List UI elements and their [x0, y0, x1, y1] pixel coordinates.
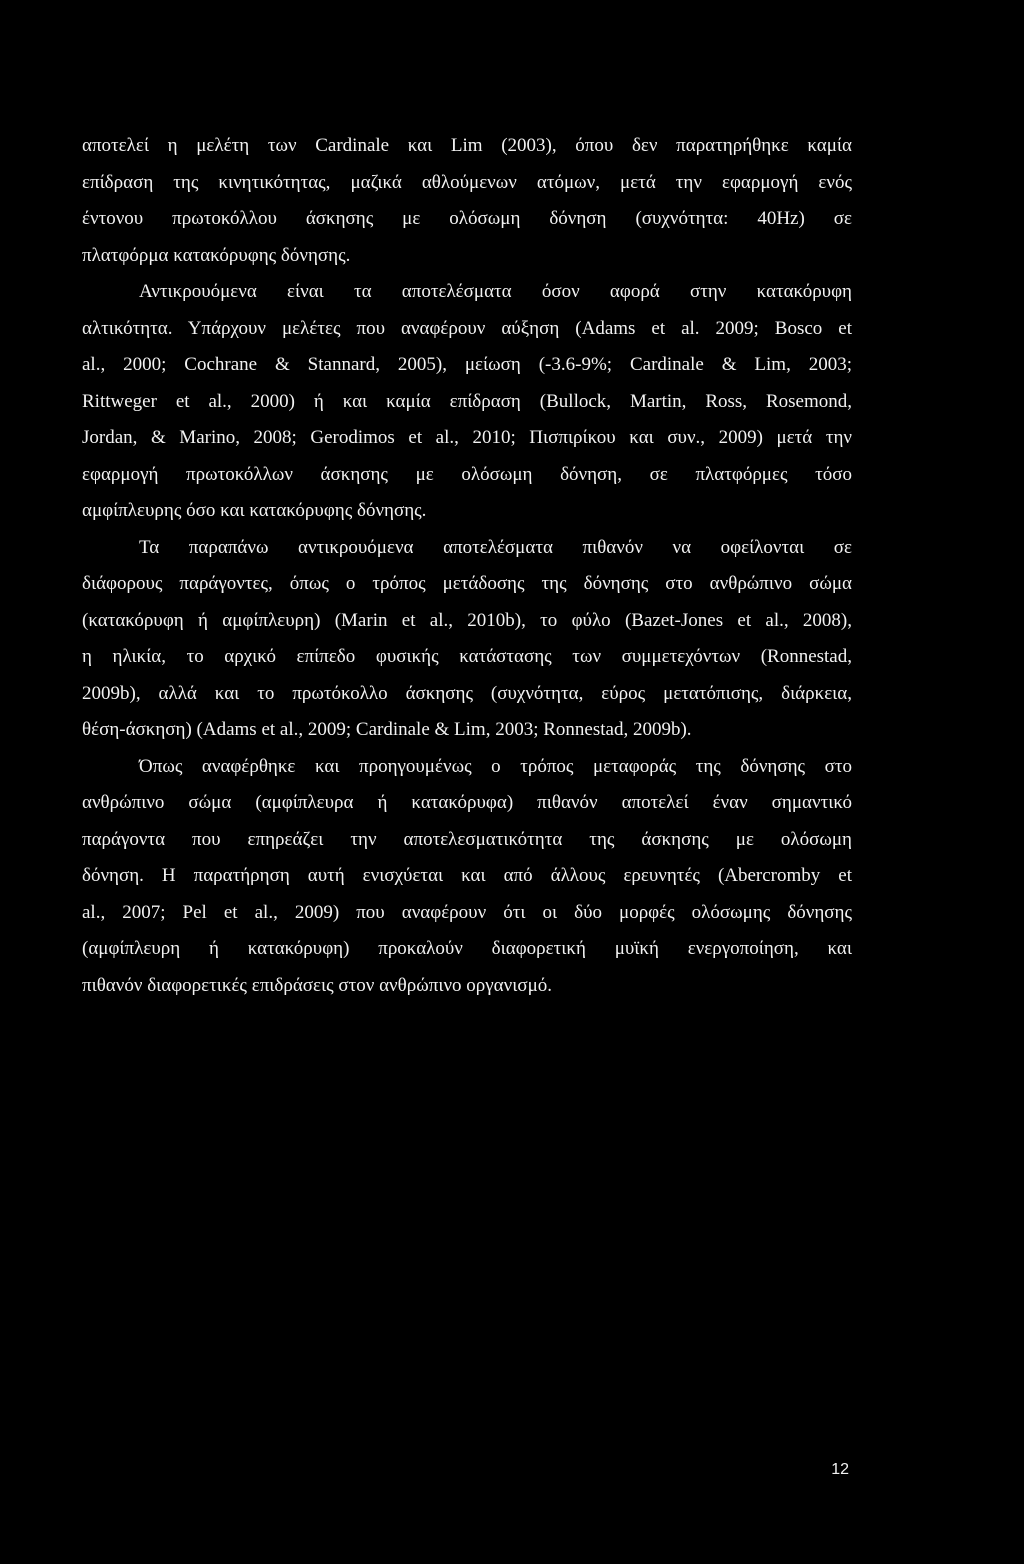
- text-line: έντονου πρωτοκόλλου άσκησης με ολόσωμη δόνηση (συχνότητα: 40Hz) σε: [82, 208, 852, 229]
- paragraph: [82, 530, 852, 749]
- text-line: επίδραση της κινητικότητας, μαζικά αθλούμενων ατόμων, μετά την εφαρμογή ενός: [82, 171, 852, 193]
- text-line: αμφίπλευρης όσο και κατακόρυφης δόνησης.: [82, 500, 427, 521]
- text-line: πιθανόν διαφορετικές επιδράσεις στον ανθρώπινο οργανισμό.: [82, 974, 552, 996]
- text-line: Τα παραπάνω αντικρουόμενα αποτελέσματα πιθανόν να οφείλονται σε: [139, 536, 852, 558]
- text-line: (κατακόρυφη ή αμφίπλευρη) (Marin et al., 2010b), το φύλο (Bazet-Jones et al., 2008),: [82, 609, 852, 631]
- paragraph: [82, 749, 852, 1005]
- text-line: (αμφίπλευρη ή κατακόρυφη) προκαλούν διαφορετική μυϊκή ενεργοποίηση, και: [82, 938, 852, 959]
- text-line: Όπως αναφέρθηκε και προηγουμένως ο τρόπος μεταφοράς της δόνησης στο: [139, 755, 852, 777]
- body-text: [82, 128, 852, 1004]
- text-line: παράγοντα που επηρεάζει την αποτελεσματικότητα της άσκησης με ολόσωμη: [82, 828, 852, 850]
- text-line: Αντικρουόμενα είναι τα αποτελέσματα όσον αφορά στην κατακόρυφη: [139, 281, 852, 302]
- text-line: al., 2007; Pel et al., 2009) που αναφέρουν ότι οι δύο μορφές ολόσωμης δόνησης: [82, 901, 852, 923]
- text-line: η ηλικία, το αρχικό επίπεδο φυσικής κατάστασης των συμμετεχόντων (Ronnestad,: [82, 646, 852, 667]
- text-line: αποτελεί η μελέτη των Cardinale και Lim (2003), όπου δεν παρατηρήθηκε καμία: [82, 135, 852, 156]
- text-line: al., 2000; Cochrane & Stannard, 2005), μείωση (-3.6-9%; Cardinale & Lim, 2003;: [82, 354, 852, 375]
- text-line: αλτικότητα. Υπάρχουν μελέτες που αναφέρουν αύξηση (Adams et al. 2009; Bosco et: [82, 317, 852, 339]
- text-line: ανθρώπινο σώμα (αμφίπλευρα ή κατακόρυφα) πιθανόν αποτελεί έναν σημαντικό: [82, 792, 852, 813]
- text-line: Rittweger et al., 2000) ή και καμία επίδραση (Bullock, Martin, Ross, Rosemond,: [82, 390, 852, 412]
- text-line: Jordan, & Marino, 2008; Gerodimos et al., 2010; Πισπιρίκου και συν., 2009) μετά την: [82, 427, 852, 448]
- text-line: δόνηση. Η παρατήρηση αυτή ενισχύεται και από άλλους ερευνητές (Abercromby et: [82, 865, 852, 886]
- page-number: 12: [831, 1461, 849, 1478]
- paragraph: [82, 128, 852, 274]
- paragraph: [82, 274, 852, 530]
- text-line: θέση-άσκηση) (Adams et al., 2009; Cardinale & Lim, 2003; Ronnestad, 2009b).: [82, 719, 692, 740]
- text-line: πλατφόρμα κατακόρυφης δόνησης.: [82, 244, 351, 266]
- text-line: διάφορους παράγοντες, όπως ο τρόπος μετάδοσης της δόνησης στο ανθρώπινο σώμα: [82, 573, 852, 594]
- text-line: εφαρμογή πρωτοκόλλων άσκησης με ολόσωμη δόνηση, σε πλατφόρμες τόσο: [82, 463, 852, 485]
- text-line: 2009b), αλλά και το πρωτόκολλο άσκησης (συχνότητα, εύρος μετατόπισης, διάρκεια,: [82, 682, 852, 704]
